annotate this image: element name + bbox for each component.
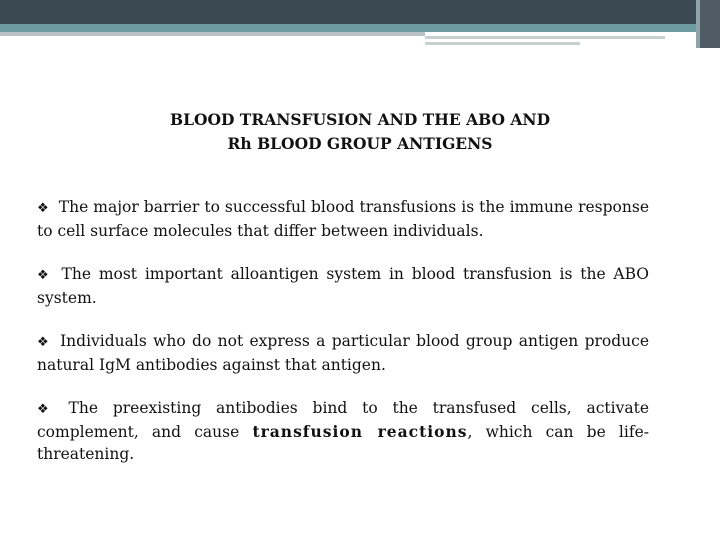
slide-title-line-1: BLOOD TRANSFUSION AND THE ABO AND — [169, 110, 551, 129]
bullet-text-end: , which can be life-threatening. — [37, 423, 649, 463]
header-bar-light — [0, 32, 425, 36]
bullet-item — [37, 397, 649, 465]
bullet-list — [37, 196, 649, 486]
bullet-text: The most important alloantigen system in blood transfusion is the ABO system. — [37, 265, 649, 307]
bullet-text: Individuals who do not express a particular blood group antigen produce natural IgM antibodies against that antigen. — [37, 332, 649, 374]
header-bar-teal — [0, 24, 700, 32]
diamond-bullet-icon: ❖ — [37, 268, 52, 283]
header-accent-line — [425, 36, 665, 39]
bullet-item — [37, 196, 649, 242]
slide-title — [0, 108, 720, 156]
bullet-item — [37, 330, 649, 376]
diamond-bullet-icon: ❖ — [37, 201, 49, 216]
bullet-text-start: The preexisting antibodies bind to the transfused cells, activate complement, and cause — [37, 399, 649, 441]
bullet-bold-term: transfusion reactions — [252, 422, 468, 441]
slide-title-line-2: Rh BLOOD GROUP ANTIGENS — [227, 134, 493, 153]
bullet-text: The major barrier to successful blood transfusions is the immune response to cell surface molecules that differ between individuals. — [37, 198, 650, 240]
bullet-item — [37, 263, 649, 309]
header-bar-dark — [0, 0, 700, 24]
header-corner-block — [700, 0, 720, 48]
header-accent-line-short — [425, 42, 580, 45]
diamond-bullet-icon: ❖ — [37, 335, 51, 350]
diamond-bullet-icon: ❖ — [37, 402, 59, 417]
